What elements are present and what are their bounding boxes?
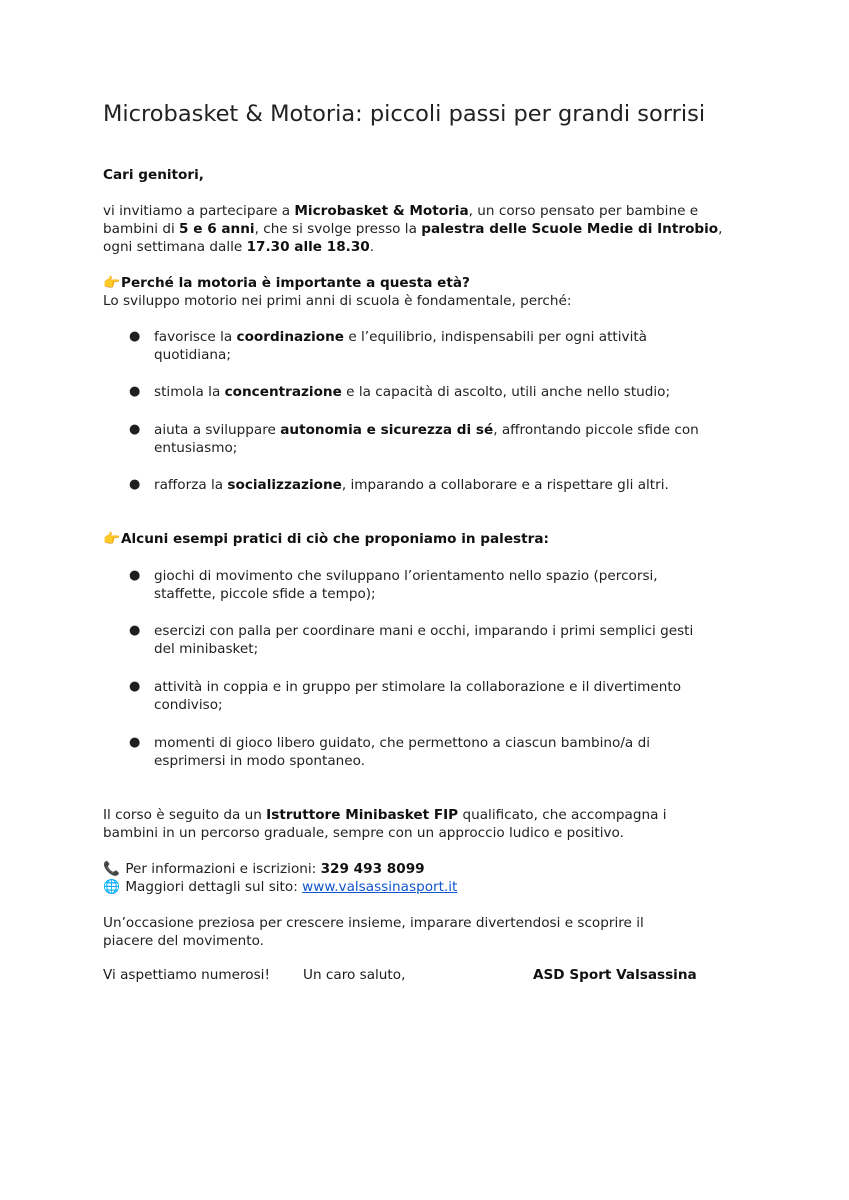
closing-line-1: Un’occasione preziosa per crescere insieme, imparare divertendosi e scoprire il [103,915,644,931]
bullet-icon: ● [129,329,141,344]
list-item-continuation: condiviso; [154,697,223,713]
globe-icon: 🌐 [103,879,120,895]
instructor-line-1: Il corso è seguito da un Istruttore Minibasket FIP qualificato, che accompagna i [103,807,667,823]
website-link[interactable]: www.valsassinasport.it [302,879,458,895]
list-item-continuation: staffette, piccole sfide a tempo); [154,586,376,602]
list-item: rafforza la socializzazione, imparando a collaborare e a rispettare gli altri. [154,477,669,493]
signoff-organization: ASD Sport Valsassina [533,967,697,983]
list-item-continuation: entusiasmo; [154,440,238,456]
list-item: aiuta a sviluppare autonomia e sicurezza di sé, affrontando piccole sfide con [154,422,699,438]
bullet-icon: ● [129,679,141,694]
bullet-icon: ● [129,623,141,638]
page-title: Microbasket & Motoria: piccoli passi per grandi sorrisi [103,101,706,127]
section1-lead: Lo sviluppo motorio nei primi anni di scuola è fondamentale, perché: [103,293,572,309]
intro-line-2: bambini di 5 e 6 anni, che si svolge presso la palestra delle Scuole Medie di Introbio, [103,221,723,237]
instructor-line-2: bambini in un percorso graduale, sempre con un approccio ludico e positivo. [103,825,624,841]
intro-line-3: ogni settimana dalle 17.30 alle 18.30. [103,239,375,255]
list-item: stimola la concentrazione e la capacità di ascolto, utili anche nello studio; [154,384,671,400]
bullet-icon: ● [129,477,141,492]
section1-heading: 👉Perché la motoria è importante a questa età? [103,275,470,291]
telephone-icon: 📞 [103,861,120,877]
contact-web: 🌐 Maggiori dettagli sul sito: www.valsassinasport.it [103,879,458,895]
list-item: attività in coppia e in gruppo per stimolare la collaborazione e il divertimento [154,679,682,695]
bullet-icon: ● [129,735,141,750]
pointing-hand-icon: 👉 [103,531,120,547]
bullet-icon: ● [129,568,141,583]
list-item-continuation: del minibasket; [154,641,259,657]
bullet-icon: ● [129,384,141,399]
list-item-continuation: esprimersi in modo spontaneo. [154,753,366,769]
signoff-greeting: Vi aspettiamo numerosi! [103,967,270,983]
list-item: esercizi con palla per coordinare mani e occhi, imparando i primi semplici gesti [154,623,694,639]
greeting: Cari genitori, [103,167,204,183]
intro-line-1: vi invitiamo a partecipare a Microbasket & Motoria, un corso pensato per bambine e [103,203,699,219]
list-item: favorisce la coordinazione e l’equilibrio, indispensabili per ogni attività [154,329,648,345]
signoff-salute: Un caro saluto, [303,967,406,983]
section2-heading: 👉Alcuni esempi pratici di ciò che proponiamo in palestra: [103,531,549,547]
pointing-hand-icon: 👉 [103,275,120,291]
bullet-icon: ● [129,422,141,437]
list-item: giochi di movimento che sviluppano l’orientamento nello spazio (percorsi, [154,568,658,584]
closing-line-2: piacere del movimento. [103,933,264,949]
list-item: momenti di gioco libero guidato, che permettono a ciascun bambino/a di [154,735,650,751]
contact-phone: 📞 Per informazioni e iscrizioni: 329 493 8099 [103,861,425,877]
list-item-continuation: quotidiana; [154,347,231,363]
phone-number: 329 493 8099 [320,861,425,877]
